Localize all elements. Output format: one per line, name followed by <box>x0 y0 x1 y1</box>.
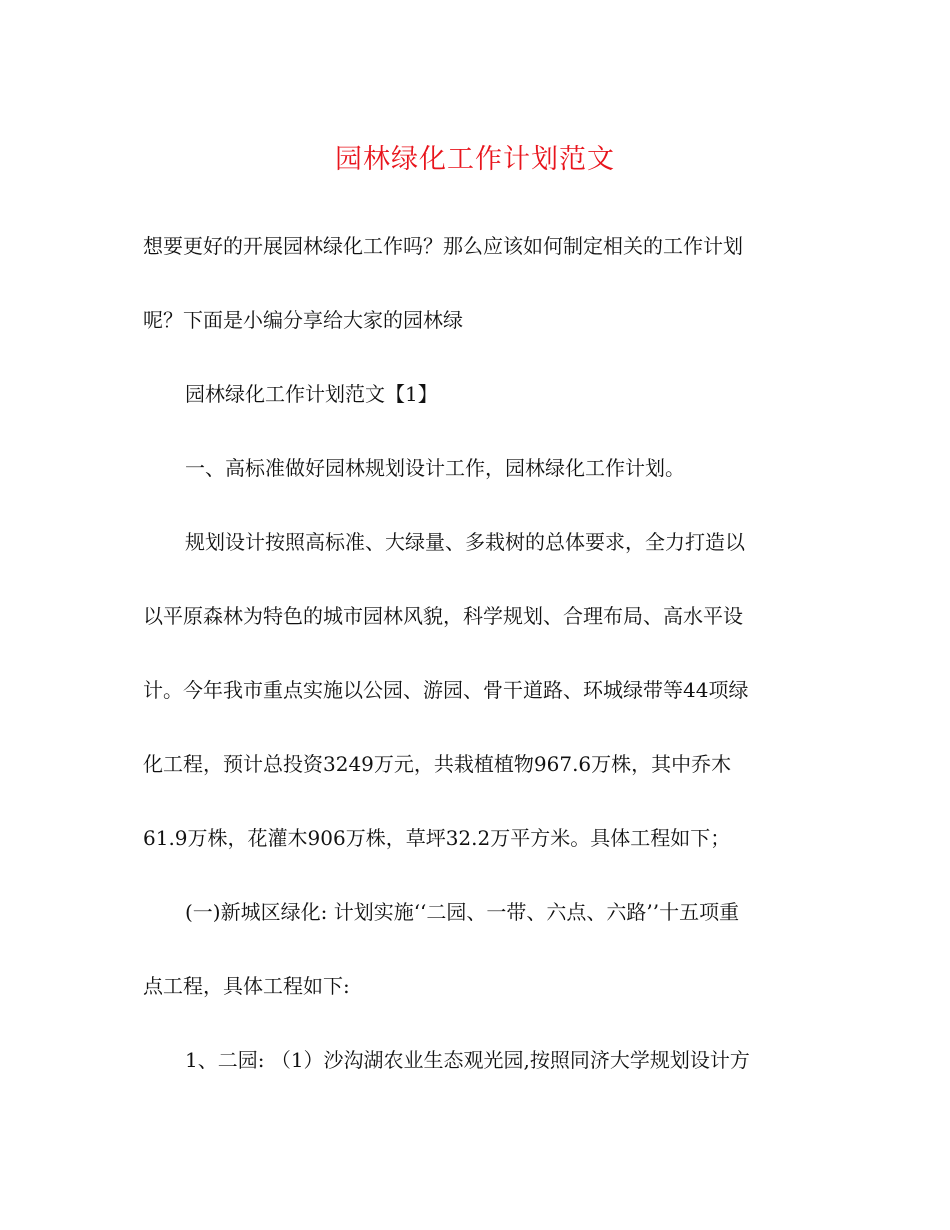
subsection-heading: 一、高标准做好园林规划设计工作，园林绿化工作计划。 <box>185 456 685 480</box>
paragraph-line: 以平原森林为特色的城市园林风貌，科学规划、合理布局、高水平设 <box>143 604 743 628</box>
paragraph-line: 化工程，预计总投资3249万元，共栽植植物967.6万株，其中乔木 <box>143 752 732 776</box>
paragraph-line: 计。今年我市重点实施以公园、游园、骨干道路、环城绿带等44项绿 <box>143 678 749 702</box>
paragraph-line: 1、二园: （1）沙沟湖农业生态观光园,按照同济大学规划设计方 <box>185 1048 750 1072</box>
paragraph-line: 点工程，具体工程如下: <box>143 974 350 998</box>
paragraph-line: (一)新城区绿化: 计划实施‘‘二园、一带、六点、六路’’十五项重 <box>185 900 740 924</box>
paragraph-line: 想要更好的开展园林绿化工作吗？那么应该如何制定相关的工作计划 <box>143 234 743 258</box>
paragraph-line: 61.9万株，花灌木906万株，草坪32.2万平方米。具体工程如下； <box>143 826 731 850</box>
document-title: 园林绿化工作计划范文 <box>335 144 615 175</box>
section-heading: 园林绿化工作计划范文【1】 <box>185 382 438 406</box>
paragraph-line: 规划设计按照高标准、大绿量、多栽树的总体要求，全力打造以 <box>185 530 745 554</box>
paragraph-line: 呢？下面是小编分享给大家的园林绿 <box>143 308 463 332</box>
